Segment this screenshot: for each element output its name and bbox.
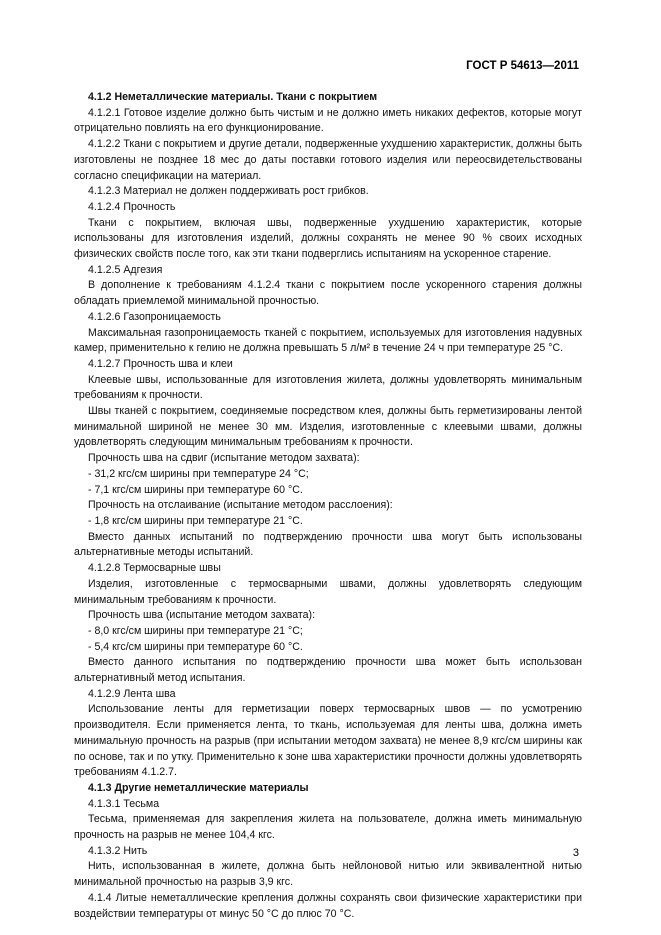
paragraph: Прочность шва (испытание методом захвата): xyxy=(88,609,316,622)
paragraph: 4.1.2.3 Материал не должен поддерживать рост грибков. xyxy=(88,185,369,198)
paragraph: 4.1.4 Литые неметаллические крепления должны сохранять свои физические характеристики при воздействии температуры от минус 50 °С до плюс 70 °С. xyxy=(74,891,582,920)
paragraph: Швы тканей с покрытием, соединяемые посредством клея, должны быть герметизированы лентой минимальной шириной не менее 30 мм. Изделия, изготовленные с клеевыми швами, должны удовлетворять следующим минимальным требованиям к прочности. xyxy=(74,405,582,449)
paragraph: Вместо данных испытаний по подтверждению прочности шва могут быть использованы альтернативные методы испытаний. xyxy=(74,530,582,559)
paragraph: Ткани с покрытием, включая швы, подверженные ухудшению характеристик, которые использованы для изготовления изделий, должны сохранять не менее 90 % своих исходных физических свойств после того, как эти ткани подверглись испытаниям на ускоренное старение. xyxy=(74,216,582,261)
list-item: - 31,2 кгс/см ширины при температуре 24 °С; xyxy=(88,467,309,480)
paragraph: В дополнение к требованиям 4.1.2.4 ткани с покрытием после ускоренного старения должны обладать приемлемой минимальной прочностью. xyxy=(74,279,582,308)
paragraph: 4.1.2.9 Лента шва xyxy=(88,687,176,700)
paragraph: Прочность на отслаивание (испытание методом расслоения): xyxy=(88,499,393,512)
paragraph: Нить, использованная в жилете, должна быть нейлоновой нитью или эквивалентной нитью минимальной прочностью на разрыв 3,9 кгс. xyxy=(74,860,582,889)
section-heading: 4.1.2 Неметаллические материалы. Ткани с покрытием xyxy=(88,91,378,103)
paragraph: Использование ленты для герметизации поверх термосварных швов — по усмотрению производителя. Если применяется лента, то ткань, используемая для ленты шва, должна иметь минимальную прочность на разрыв (при испытании методом захвата) не менее 8,9 кгс/см ширины как по основе, так и по утку. Применительно к зоне шва характеристики прочности должны удовлетворять требованиям 4.1.2.7. xyxy=(74,703,582,779)
paragraph: Клеевые швы, использованные для изготовления жилета, должны удовлетворять минимальным требованиям к прочности. xyxy=(74,373,582,402)
paragraph: Вместо данного испытания по подтверждению прочности шва может быть использован альтернативный метод испытания. xyxy=(74,656,582,685)
document-code: ГОСТ Р 54613—2011 xyxy=(466,60,579,72)
paragraph: 4.1.2.2 Ткани с покрытием и другие детали, подверженные ухудшению характеристик, должны быть изготовлены не позднее 18 мес до даты поставки готового изделия или переосвидетельствованы согласно спецификации на материал. xyxy=(74,138,582,182)
paragraph: Прочность шва на сдвиг (испытание методом захвата): xyxy=(88,452,360,465)
paragraph: 4.1.2.8 Термосварные швы xyxy=(88,562,221,575)
list-item: - 5,4 кгс/см ширины при температуре 60 °С. xyxy=(88,640,303,653)
paragraph: 4.1.2.7 Прочность шва и клеи xyxy=(88,357,233,370)
paragraph: 4.1.2.1 Готовое изделие должно быть чистым и не должно иметь никаких дефектов, которые могут отрицательно повлиять на его функционирование. xyxy=(74,106,582,135)
paragraph: 4.1.2.5 Адгезия xyxy=(88,263,163,276)
paragraph: 4.1.3.1 Тесьма xyxy=(88,797,160,810)
list-item: - 1,8 кгс/см ширины при температуре 21 °С. xyxy=(88,514,303,527)
paragraph: Максимальная газопроницаемость тканей с покрытием, используемых для изготовления надувных камер, применительно к гелию не должна превышать 5 л/м² в течение 24 ч при температуре 25 °С. xyxy=(74,326,582,355)
list-item: - 7,1 кгс/см ширины при температуре 60 °С. xyxy=(88,483,303,496)
paragraph: 4.1.2.4 Прочность xyxy=(88,200,176,213)
page-number: 3 xyxy=(572,847,579,859)
paragraph: Тесьма, применяемая для закрепления жилета на пользователе, должна иметь минимальную прочность на разрыв не менее 104,4 кгс. xyxy=(74,813,582,842)
section-heading: 4.1.3 Другие неметаллические материалы xyxy=(88,781,309,794)
list-item: - 8,0 кгс/см ширины при температуре 21 °С; xyxy=(88,624,303,637)
document-body xyxy=(74,90,582,922)
paragraph: Изделия, изготовленные с термосварными швами, должны удовлетворять следующим минимальным требованиям к прочности. xyxy=(74,577,582,606)
paragraph: 4.1.3.2 Нить xyxy=(88,844,148,857)
paragraph: 4.1.2.6 Газопроницаемость xyxy=(88,310,221,323)
